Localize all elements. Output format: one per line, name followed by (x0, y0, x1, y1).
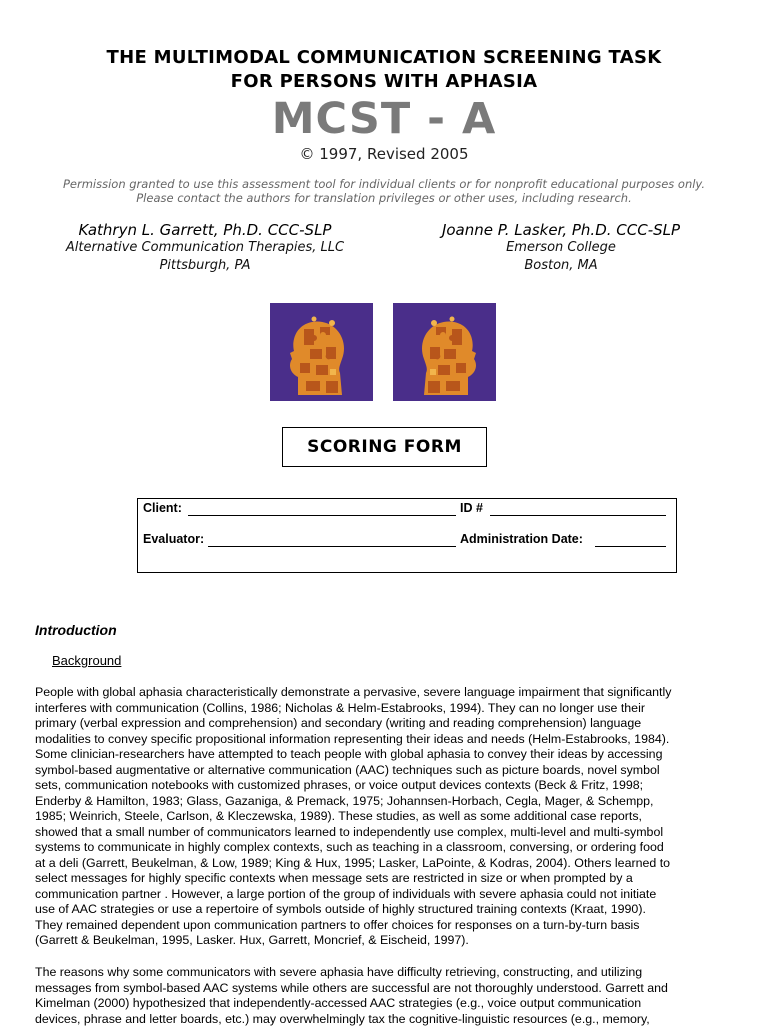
evaluator-field[interactable] (208, 546, 456, 547)
background-paragraph-2 (35, 965, 735, 1027)
admin-date-field[interactable] (595, 546, 666, 547)
paragraph-line: (Garrett & Beukelman, 1995, Lasker. Hux, Garrett, Moncrief, & Eischeid, 1997). (35, 933, 735, 949)
paragraph-line: Some clinician-researchers have attempted to teach people with global aphasia to convey their ideas by accessing (35, 747, 735, 763)
id-label: ID # (460, 501, 483, 515)
document-title-line-2: FOR PERSONS WITH APHASIA (0, 71, 768, 92)
author-credentials: , Ph.D. CCC-SLP (562, 221, 680, 239)
author-name-text: Joanne P. Lasker (442, 221, 562, 239)
paragraph-line: at a deli (Garrett, Beukelman, & Low, 1989; King & Hux, 1995; Lasker, LaPointe, & Kodras, 2004). Others learned to (35, 856, 735, 872)
puzzle-head-image-left (270, 303, 373, 401)
paragraph-line: devices, phrase and letter boards, etc.) may overwhelmingly tax the cognitive-linguistic resources (e.g., memory, (35, 1012, 735, 1027)
puzzle-head-icon (393, 303, 496, 401)
introduction-heading: Introduction (35, 622, 117, 638)
permission-notice-line-1: Permission granted to use this assessment tool for individual clients or for nonprofit educational purposes only. (0, 177, 768, 191)
client-info-box (137, 498, 677, 573)
paragraph-line: The reasons why some communicators with severe aphasia have difficulty retrieving, constructing, and utilizing (35, 965, 735, 981)
admin-date-label: Administration Date: (460, 532, 583, 546)
paragraph-line: Enderby & Hamilton, 1983; Glass, Gazaniga, & Premack, 1975; Johannsen-Horbach, Cegla, Mager, & Schempp, (35, 794, 735, 810)
author-name-text: Kathryn L. Garrett (79, 221, 214, 239)
copyright-notice: © 1997, Revised 2005 (0, 145, 768, 163)
author-affiliation: Emerson College (396, 239, 726, 257)
author-affiliation: Alternative Communication Therapies, LLC (40, 239, 370, 257)
paragraph-line: select messages for highly specific contexts when message sets are restricted in size or when prompted by a (35, 871, 735, 887)
document-title-line-1: THE MULTIMODAL COMMUNICATION SCREENING TASK (0, 47, 768, 68)
paragraph-line: People with global aphasia characteristically demonstrate a pervasive, severe language impairment that significantly (35, 685, 735, 701)
paragraph-line: use of AAC strategies or use a repertoire of symbols outside of highly structured training contexts (Kraat, 1990). (35, 902, 735, 918)
paragraph-line: communication partner . However, a large portion of the group of individuals with severe aphasia could not initiate (35, 887, 735, 903)
author-block-garrett (40, 221, 370, 275)
puzzle-head-icon (270, 303, 373, 401)
background-subheading: Background (52, 653, 121, 668)
paragraph-line: 1985; Weinrich, Steele, Carlson, & Kleczewska, 1989). These studies, as well as some additional case reports, (35, 809, 735, 825)
paragraph-line: messages from symbol-based AAC systems while others are successful are not thoroughly understood. Garrett and (35, 981, 735, 997)
evaluator-label: Evaluator: (143, 532, 204, 546)
document-acronym: MCST - A (0, 94, 768, 144)
author-credentials: , Ph.D. CCC-SLP (214, 221, 332, 239)
id-field[interactable] (490, 515, 666, 516)
paragraph-line: interferes with communication (Collins, 1986; Nicholas & Helm-Estabrooks, 1994). They can no longer use their (35, 701, 735, 717)
author-block-lasker (396, 221, 726, 275)
author-location: Pittsburgh, PA (40, 257, 370, 275)
paragraph-line: showed that a small number of communicators learned to independently use complex, multi-level and multi-symbol (35, 825, 735, 841)
paragraph-line: sets, communication notebooks with customized phrases, or voice output devices contexts (Beck & Fritz, 1998; (35, 778, 735, 794)
paragraph-line: symbol-based augmentative or alternative communication (AAC) techniques such as picture boards, novel symbol (35, 763, 735, 779)
client-field[interactable] (188, 515, 456, 516)
paragraph-line: systems to communicate in highly complex contexts, such as teaching in a classroom, conversing, or ordering food (35, 840, 735, 856)
puzzle-head-image-right (393, 303, 496, 401)
author-location: Boston, MA (396, 257, 726, 275)
paragraph-line: modalities to convey specific propositional information representing their ideas and needs (Helm-Estabrooks, 1984). (35, 732, 735, 748)
scoring-form-title: SCORING FORM (282, 427, 487, 467)
paragraph-line: primary (verbal expression and comprehension) and secondary (writing and reading comprehension) language (35, 716, 735, 732)
client-label: Client: (143, 501, 182, 515)
author-name (396, 221, 726, 239)
author-name (40, 221, 370, 239)
paragraph-line: Kimelman (2000) hypothesized that independently-accessed AAC strategies (e.g., voice output communication (35, 996, 735, 1012)
background-paragraph-1 (35, 685, 735, 949)
permission-notice-line-2: Please contact the authors for translation privileges or other uses, including research. (0, 191, 768, 205)
paragraph-line: They remained dependent upon communication partners to offer choices for responses on a turn-by-turn basis (35, 918, 735, 934)
